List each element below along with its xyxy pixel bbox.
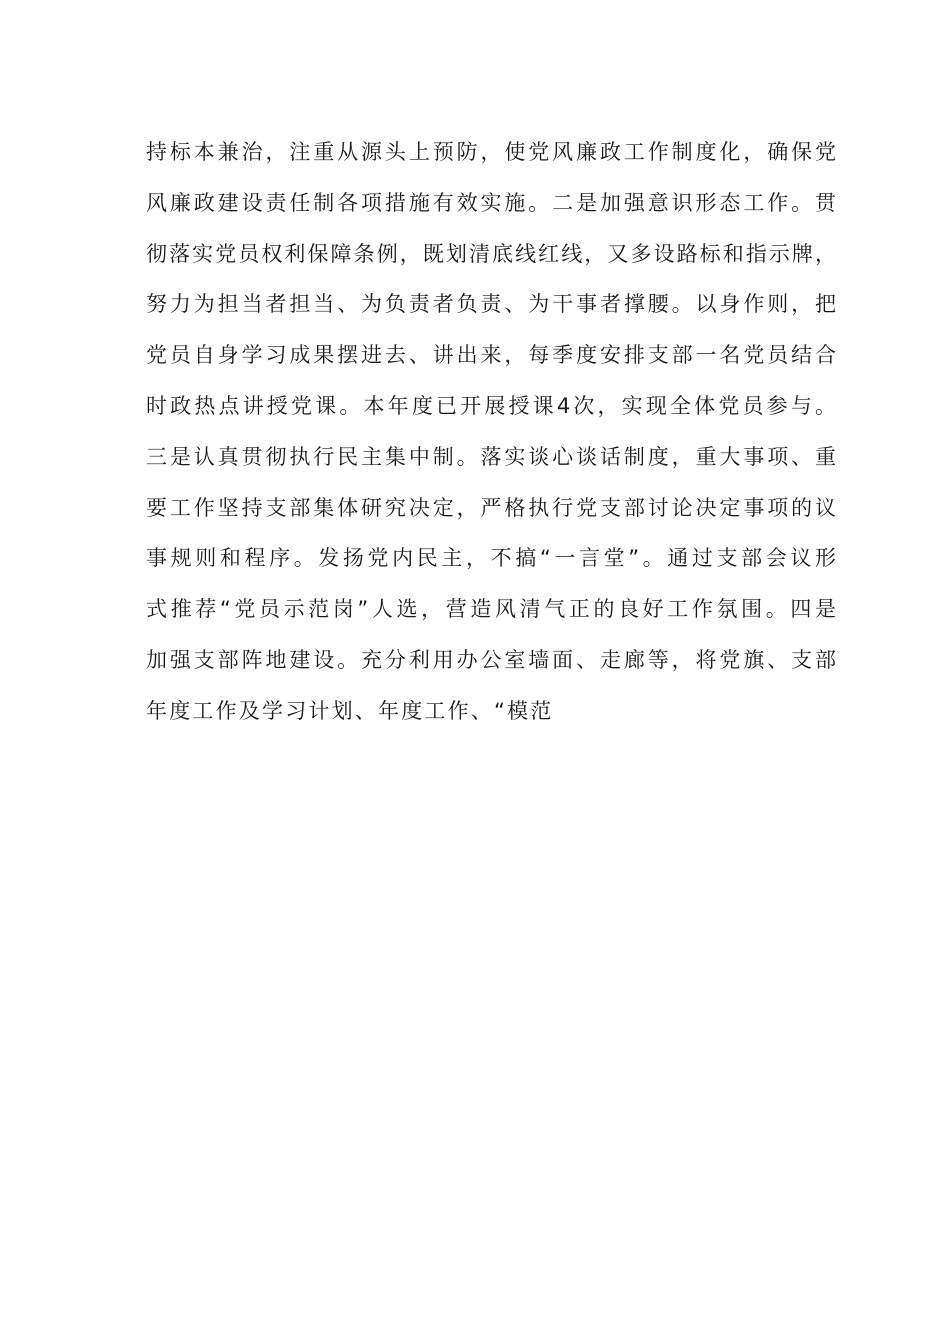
paragraph-line: 彻落实党员权利保障条例，既划清底线红线，又多设路标和指示牌， — [146, 241, 836, 266]
paragraph-line: 加强支部阵地建设。充分利用办公室墙面、走廊等，将党旗、支部 — [146, 647, 836, 672]
paragraph-line: 要工作坚持支部集体研究决定，严格执行党支部讨论决定事项的议 — [146, 495, 836, 520]
body-paragraph — [146, 132, 836, 742]
paragraph-line: 三是认真贯彻执行民主集中制。落实谈心谈话制度，重大事项、重 — [146, 444, 836, 469]
paragraph-line: 持标本兼治，注重从源头上预防，使党风廉政工作制度化，确保党 — [146, 140, 836, 164]
paragraph-line: 党员自身学习成果摆进去、讲出来，每季度安排支部一名党员结合 — [146, 343, 836, 368]
paragraph-line: 努力为担当者担当、为负责者负责、为干事者撑腰。以身作则，把 — [146, 292, 836, 317]
paragraph-line: 时政热点讲授党课。本年度已开展授课4次，实现全体党员参与。 — [146, 393, 836, 418]
paragraph-line: 风廉政建设责任制各项措施有效实施。二是加强意识形态工作。贯 — [146, 190, 836, 215]
paragraph-line: 事规则和程序。发扬党内民主，不搞“一言堂”。通过支部会议形 — [146, 546, 836, 571]
paragraph-line: 式推荐“党员示范岗”人选，营造风清气正的良好工作氛围。四是 — [146, 597, 836, 622]
paragraph-line-last: 年度工作及学习计划、年度工作、“模范 — [146, 698, 554, 723]
